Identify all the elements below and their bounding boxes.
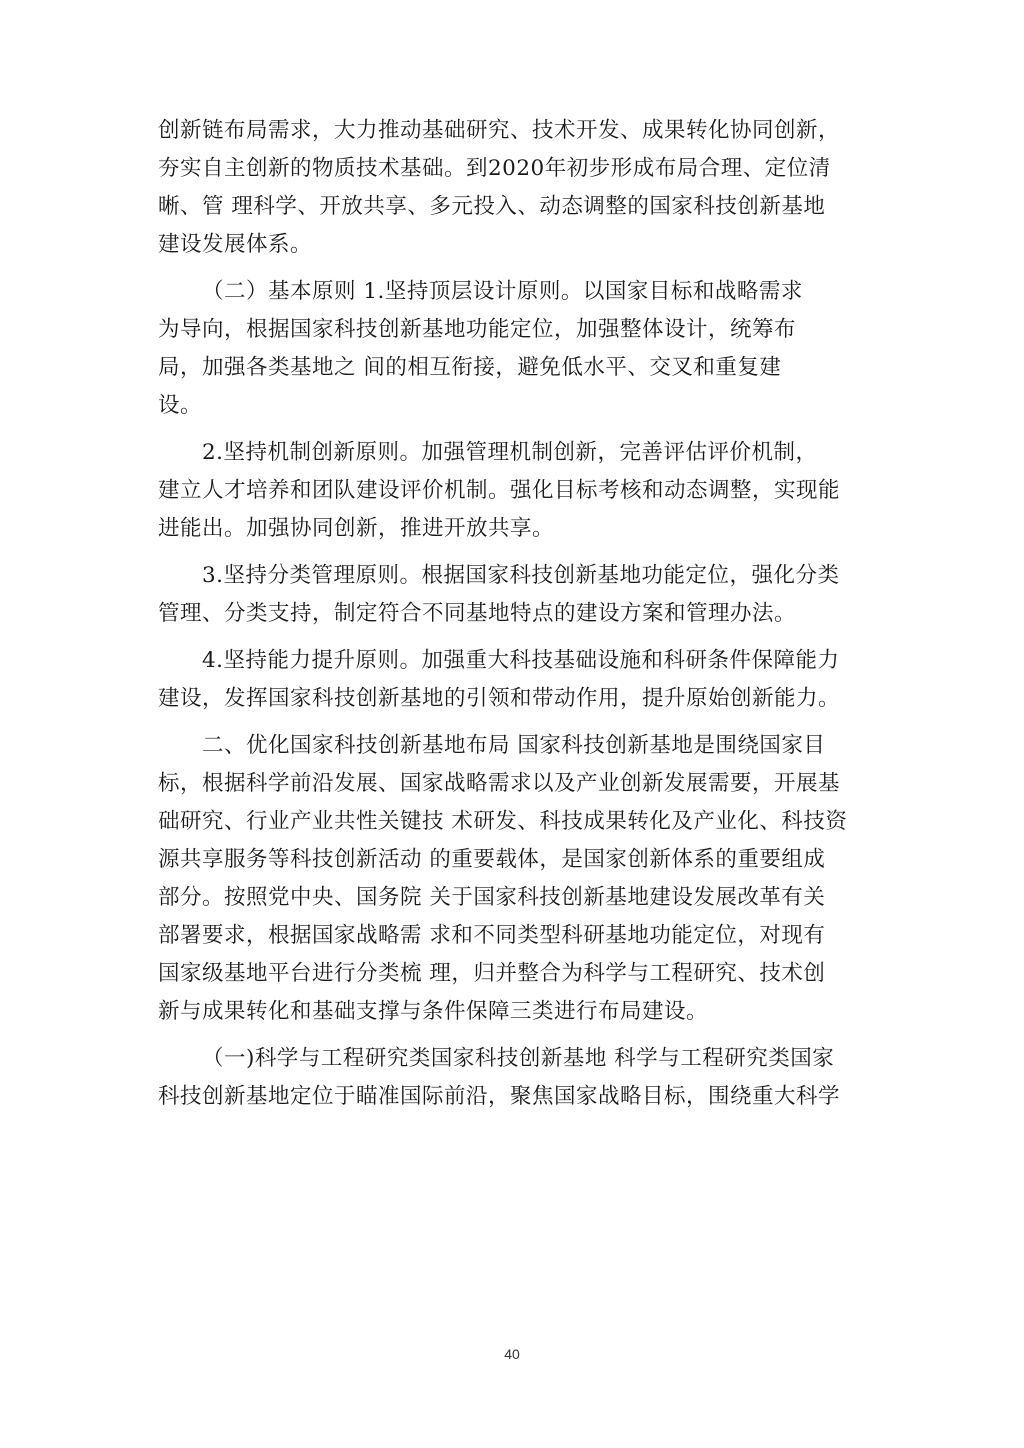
- document-body: [158, 112, 880, 1125]
- text-line: 标，根据科学前沿发展、国家战略需求以及产业创新发展需要，开展基: [158, 771, 841, 796]
- text-line: 创新链布局需求，大力推动基础研究、技术开发、成果转化协同创新，: [158, 118, 841, 143]
- paragraph-basic-principles: [158, 273, 880, 425]
- text-line: 二、优化国家科技创新基地布局 国家科技创新基地是围绕国家目: [202, 733, 826, 758]
- text-line: 3.坚持分类管理原则。根据国家科技创新基地功能定位，强化分类: [202, 563, 840, 588]
- text-line: 晰、管 理科学、开放共享、多元投入、动态调整的国家科技创新基地: [158, 194, 826, 219]
- text-line: 管理、分类支持，制定符合不同基地特点的建设方案和管理办法。: [158, 601, 797, 626]
- text-line: 国家级基地平台进行分类梳 理，归并整合为科学与工程研究、技术创: [158, 961, 826, 986]
- text-line: 2.坚持机制创新原则。加强管理机制创新，完善评估评价机制，: [202, 440, 818, 465]
- paragraph-intro-continuation: [158, 112, 880, 264]
- text-line: 科技创新基地定位于瞄准国际前沿，聚焦国家战略目标，围绕重大科学: [158, 1084, 841, 1109]
- paragraph-principle-4: [158, 642, 880, 718]
- text-line: （一)科学与工程研究类国家科技创新基地 科学与工程研究类国家: [202, 1046, 835, 1071]
- paragraph-layout-optimization: [158, 727, 880, 1031]
- text-line: 建设发展体系。: [158, 232, 313, 257]
- paragraph-science-engineering: [158, 1040, 880, 1116]
- text-line: 局，加强各类基地之 间的相互衔接，避免低水平、交叉和重复建: [158, 355, 782, 380]
- text-line: 建设，发挥国家科技创新基地的引领和带动作用，提升原始创新能力。: [158, 686, 841, 711]
- text-line: （二）基本原则 1.坚持顶层设计原则。以国家目标和战略需求: [202, 279, 803, 304]
- text-line: 部分。按照党中央、国务院 关于国家科技创新基地建设发展改革有关: [158, 885, 826, 910]
- page-number: 40: [504, 1346, 520, 1362]
- paragraph-principle-3: [158, 557, 880, 633]
- text-line: 夯实自主创新的物质技术基础。到2020年初步形成布局合理、定位清: [158, 156, 831, 181]
- text-line: 4.坚持能力提升原则。加强重大科技基础设施和科研条件保障能力: [202, 648, 840, 673]
- text-line: 部署要求，根据国家战略需 求和不同类型科研基地功能定位，对现有: [158, 923, 826, 948]
- text-line: 源共享服务等科技创新活动 的重要载体，是国家创新体系的重要组成: [158, 847, 826, 872]
- paragraph-principle-2: [158, 434, 880, 548]
- text-line: 为导向，根据国家科技创新基地功能定位，加强整体设计，统筹布: [158, 317, 797, 342]
- text-line: 设。: [158, 393, 203, 418]
- text-line: 础研究、行业产业共性关键技 术研发、科技成果转化及产业化、科技资: [158, 809, 848, 834]
- text-line: 建立人才培养和团队建设评价机制。强化目标考核和动态调整，实现能: [158, 478, 841, 503]
- text-line: 新与成果转化和基础支撑与条件保障三类进行布局建设。: [158, 999, 709, 1024]
- text-line: 进能出。加强协同创新，推进开放共享。: [158, 516, 555, 541]
